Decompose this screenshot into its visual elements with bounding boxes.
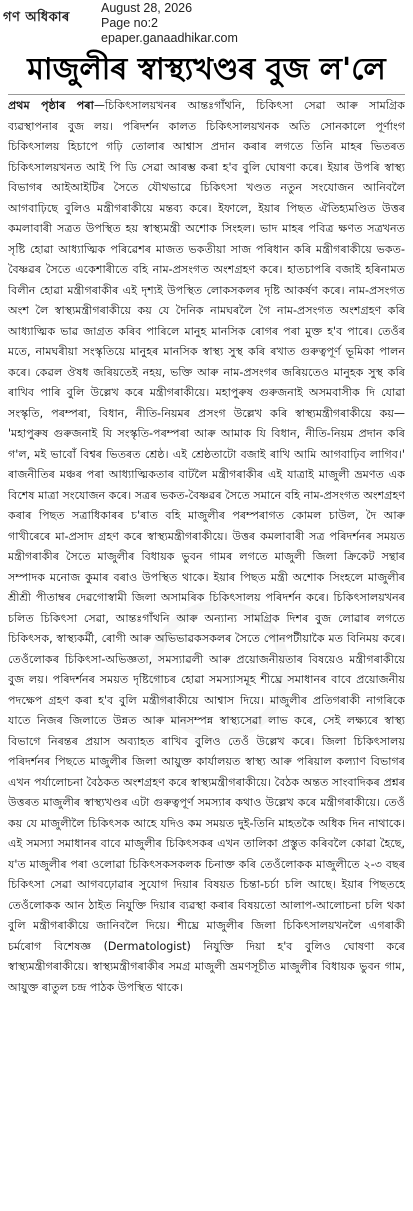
article-lead: প্ৰথম পৃষ্ঠাৰ পৰা bbox=[8, 99, 94, 112]
logo-text: গণ অধিকাৰ bbox=[3, 10, 70, 25]
headline-divider bbox=[8, 94, 405, 95]
epaper-url[interactable]: epaper.ganaadhikar.com bbox=[101, 31, 238, 45]
edition-date: August 28, 2026 bbox=[101, 1, 193, 15]
article-body bbox=[8, 96, 405, 1202]
article-headline: মাজুলীৰ স্বাস্থ্যখণ্ডৰ বুজ ল'লে bbox=[27, 52, 386, 87]
article-text: —চিকিৎসালয়খনৰ আন্তঃগাঁথনি, চিকিৎসা সেৱা আৰু সামগ্ৰিক ব্যৱস্থাপনাৰ বুজ লয়। পৰিদৰ্শন কালত চিকিৎসালয়খনক অতি সোনকালে পূৰ্ণাংগ চিকিৎসালয় হিচাপে গঢ়ি তোলাৰ আশ্বাস প্ৰদান কৰাৰ লগতে তিনি মাহৰ ভিতৰত চিকিৎসালয়খনত আই পি ডি সেৱা আৰম্ভ কৰা হ'ব বুলি ঘোষণা কৰে। ইয়াৰ উপৰি স্বাস্থ্য বিভাগৰ আইআইটিৰ সৈতে যৌথভাৱে চিকিৎসা খণ্ডত নতুন সংযোজন আনিবলৈ আগবাঢ়িছে বুলিও মন্ত্ৰীগৰাকীয়ে মন্তব্য কৰে। ইফালে, ইয়াৰ পিছত ঐতিহ্যমণ্ডিত উত্তৰ কমলাবাৰী সত্ৰত উপস্থিত হয় স্বাস্থ্যমন্ত্ৰী অশোক সিংহল। ভাদ মাহৰ পবিত্ৰ ক্ষণত সত্ৰখনত সৃষ্টি হোৱা আধ্যাত্মিক পৰিৱেশৰ মাজত ভকতীয়া সাজ পৰিধান কৰি মন্ত্ৰীগৰাকীয়ে ভকত-বৈষ্ণৱৰ সৈতে একেশাৰীতে বহি নাম-প্ৰসংগত অংশগ্ৰহণ কৰে। হাতচাপৰি বজাই হৰিনামত বিলীন হোৱা মন্ত্ৰীগৰাকীৰ এই দৃশ্যই উপস্থিত লোকসকলৰ দৃষ্টি আকৰ্ষণ কৰে। নাম-প্ৰসংগত অংশ লৈ স্বাস্থ্যমন্ত্ৰীগৰাকীয়ে কয় যে দৈনিক নামঘৰলৈ গৈ নাম-প্ৰসংগত অংশগ্ৰহণ কৰি আধ্যাত্মিক ভাৱ জাগ্ৰত কৰিব পাৰিলে মানুহ মানসিক ৰোগৰ পৰা মুক্ত হ'ব পাৰে। তেওঁৰ মতে, নামঘৰীয়া সংস্কৃতিয়ে মানুহৰ মানসিক স্বাস্থ্য সুস্থ কৰি ৰখাত গুৰুত্বপূৰ্ণ ভূমিকা পালন কৰে। কেৱল ঔষধ জৰিয়তেই নহয়, ভক্তি আৰু নাম-প্ৰসংগৰ জৰিয়তেও মানুহক সুস্থ কৰি ৰাখিব পাৰি বুলি উল্লেখ কৰে মন্ত্ৰীগৰাকীয়ে। মহাপুৰুষ গুৰুজনাই অসমবাসীক দি যোৱা সংস্কৃতি, পৰম্পৰা, বিধান, নীতি-নিয়মৰ প্ৰসংগ উল্লেখ কৰি স্বাস্থ্যমন্ত্ৰীগৰাকীয়ে কয়— 'মহাপুৰুষ গুৰুজনাই যি সংস্কৃতি-পৰম্পৰা আৰু আমাক যি বিধান, নীতি-নিয়ম প্ৰদান কৰি গ'ল, মই ভাবোঁ বিশ্বৰ ভিতৰত শ্ৰেষ্ঠ। এই শ্ৰেষ্ঠতাটো বজাই ৰাখি আমি আগবাঢ়িব লাগিব।' ৰাজনীতিৰ মঞ্চৰ পৰা আধ্যাত্মিকতাৰ বাটলৈ মন্ত্ৰীগৰাকীৰ এই যাত্ৰাই মাজুলী ভ্ৰমণত এক বিশেষ মাত্ৰা সংযোজন কৰে। সত্ৰৰ ভকত-বৈষ্ণৱৰ সৈতে সমানে বহি নাম-প্ৰসংগত অংশগ্ৰহণ কৰাৰ পিছত সত্ৰাধিকাৰৰ চ'ৰাত বহি মাজুলীৰ পৰম্পৰাগত কোমল চাউল, দৈ আৰু গাখীৰেৰে মা-প্ৰসাদ গ্ৰহণ কৰে স্বাস্থ্যমন্ত্ৰীগৰাকীয়ে। উত্তৰ কমলাবাৰী সত্ৰ পৰিদৰ্শনৰ সময়ত মন্ত্ৰীগৰাকীৰ সৈতে মাজুলীৰ বিধায়ক ভুবন গামৰ লগতে মাজুলী জিলা ক্ৰিকেট সন্থাৰ সম্পাদক মনোজ কুমাৰ বৰাও উপস্থিত থাকে। ইয়াৰ পিছত মন্ত্ৰী অশোক সিংহলে মাজুলীৰ শ্ৰীশ্ৰী পীতাম্বৰ দেৱগোস্বামী জিলা অসামৰিক চিকিৎসালয় পৰিদৰ্শন কৰে। চিকিৎসালয়খনৰ চলিত চিকিৎসা সেৱা, আন্তঃগাঁথনি আৰু অন্যান্য সামগ্ৰিক দিশৰ বুজ লোৱাৰ লগতে চিকিৎসক, স্বাস্থ্যকৰ্মী, ৰোগী আৰু অভিভাৱকসকলৰ সৈতে পোনপটীয়াকৈ মত বিনিময় কৰে। তেওঁলোকৰ চিকিৎসা-অভিজ্ঞতা, সমস্যাৱলী আৰু প্ৰয়োজনীয়তাৰ বিষয়েও মন্ত্ৰীগৰাকীয়ে বুজ লয়। পৰিদৰ্শনৰ সময়ত দৃষ্টিগোচৰ হোৱা সমস্যাসমূহ শীঘ্ৰে সমাধানৰ বাবে প্ৰয়োজনীয় পদক্ষেপ গ্ৰহণ কৰা হ'ব বুলি মন্ত্ৰীগৰাকীয়ে আশ্বাস দিয়ে। মাজুলীৰ প্ৰতিগৰাকী নাগৰিকে যাতে নিজৰ জিলাতে উন্নত আৰু মানসম্পন্ন স্বাস্থ্যসেৱা লাভ কৰে, সেই লক্ষ্যৰে স্বাস্থ্য বিভাগে নিৰন্তৰ প্ৰয়াস অব্যাহত ৰাখিব বুলিও তেওঁ উল্লেখ কৰে। জিলা চিকিৎসালয় পৰিদৰ্শনৰ পিছতে মাজুলীৰ জিলা আয়ুক্ত কাৰ্যালয়ত স্বাস্থ্য আৰু পৰিয়াল কল্যাণ বিভাগৰ এখন পৰ্যালোচনা বৈঠকত অংশগ্ৰহণ কৰে স্বাস্থ্যমন্ত্ৰীগৰাকীয়ে। বৈঠক অন্তত সাংবাদিকৰ প্ৰশ্নৰ উত্তৰত মাজুলীৰ স্বাস্থ্যখণ্ডৰ এটা গুৰুত্বপূৰ্ণ সমস্যাৰ কথাও উল্লেখ কৰে মন্ত্ৰীগৰাকীয়ে। তেওঁ কয় যে মাজুলীলৈ চিকিৎসক আহে যদিও কম সময়ত দুই-তিনি মাহতকৈ অধিক দিন নাথাকে। এই সমস্যা সমাধানৰ বাবে মাজুলীৰ চিকিৎসকৰ এখন তালিকা প্ৰস্তুত কৰিবলৈ কোৱা হৈছে, য'ত মাজুলীৰ পৰা ওলোৱা চিকিৎসকসকলক চিনাক্ত কৰি তেওঁলোকক মাজুলীতে ২-৩ বছৰ চিকিৎসা সেৱা আগবঢ়োৱাৰ সুযোগ দিয়াৰ বিষয়ত চিন্তা-চৰ্চা চলি আছে। ইয়াৰ পিছতহে তেওঁলোকক আন ঠাইত নিযুক্তি দিয়াৰ ব্যৱস্থা কৰাৰ বিষয়তো আলাপ-আলোচনা চলি থকা বুলি মন্ত্ৰীগৰাকীয়ে জানিবলৈ দিয়ে। শীঘ্ৰে মাজুলীৰ জিলা চিকিৎসালয়খনলৈ এগৰাকী চৰ্মৰোগ বিশেষজ্ঞ (Dermatologist) নিযুক্তি দিয়া হ'ব বুলিও ঘোষণা কৰে স্বাস্থ্যমন্ত্ৰীগৰাকীয়ে। স্বাস্থ্যমন্ত্ৰীগৰাকীৰ সমগ্ৰ মাজুলী ভ্ৰমণসূচীত মাজুলীৰ বিধায়ক ভুবন গাম, আয়ুক্ত ৰাতুল চন্দ্ৰ পাঠক উপস্থিত থাকে। bbox=[8, 99, 405, 994]
masthead bbox=[0, 0, 413, 46]
newspaper-logo bbox=[3, 8, 70, 29]
edition-info bbox=[101, 1, 238, 46]
page-number: Page no:2 bbox=[101, 16, 158, 30]
